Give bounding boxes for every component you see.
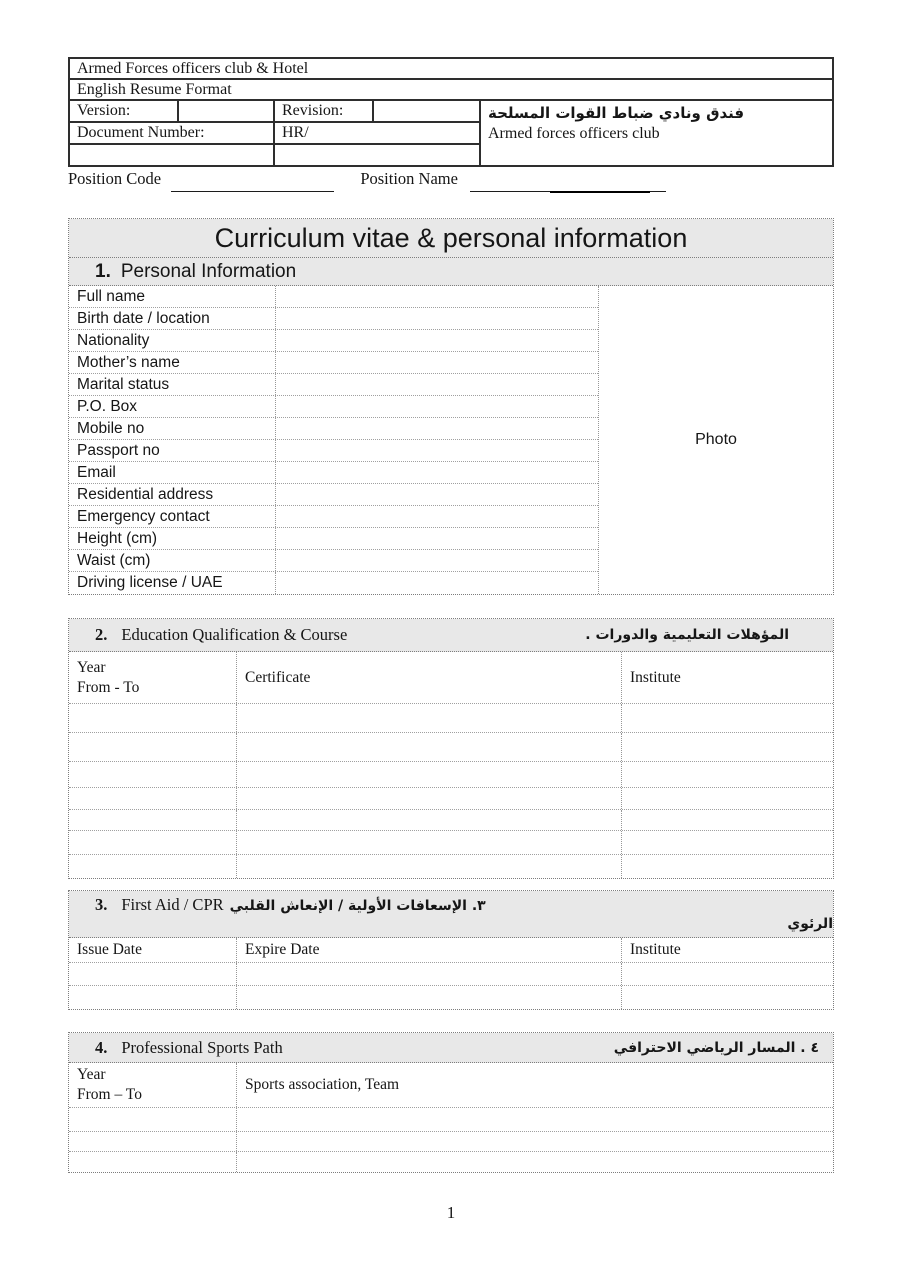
institute-cell[interactable] [622,788,833,809]
field-value-cell[interactable] [276,418,598,439]
field-label-residential-address: Residential address [69,484,276,505]
team-cell[interactable] [237,1152,833,1172]
position-line [68,166,834,192]
field-label-mothers-name: Mother’s name [69,352,276,373]
field-value-cell[interactable] [276,286,598,307]
section-4-number: 4. [95,1037,108,1057]
section-1-number: 1. [95,261,111,282]
field-value-cell[interactable] [276,462,598,483]
column-header-issue-date: Issue Date [69,938,237,962]
field-value-cell[interactable] [276,396,598,417]
section-2-title: 2. Education Qualification & Course [95,625,348,644]
section-1-title: Personal Information [120,261,297,282]
field-label-passport-no: Passport no [69,440,276,461]
field-label-emergency-contact: Emergency contact [69,506,276,527]
year-cell[interactable] [69,733,237,761]
section-4-title-arabic: ٤ . المسار الرياضي الاحترافي [613,1039,819,1056]
field-value-cell[interactable] [276,374,598,395]
expire-date-cell[interactable] [237,963,622,985]
certificate-cell[interactable] [237,704,622,732]
column-header-certificate: Certificate [237,652,622,703]
section-3-number: 3. [95,895,108,914]
year-cell[interactable] [69,1108,237,1131]
cv-title: Curriculum vitae & personal information [69,219,833,258]
expire-date-cell[interactable] [237,986,622,1009]
section-2-number: 2. [95,625,108,644]
header-empty-cell[interactable] [69,144,274,166]
education-row [69,788,833,810]
field-label-birth-date: Birth date / location [69,308,276,329]
position-name-label: Position Name [360,169,458,188]
institute-cell[interactable] [622,704,833,732]
first-aid-table [68,890,834,1010]
section-4-header [69,1033,833,1063]
certificate-cell[interactable] [237,855,622,878]
field-row [69,550,598,572]
column-header-year: Year From - To [69,652,237,703]
column-header-expire-date: Expire Date [237,938,622,962]
year-cell[interactable] [69,1152,237,1172]
column-header-institute: Institute [630,668,681,686]
education-row [69,855,833,878]
field-label-marital-status: Marital status [69,374,276,395]
document-number-label: Document Number: [69,122,274,144]
org-name-cell [480,100,833,166]
field-label-email: Email [69,462,276,483]
org-name-english: Armed forces officers club [488,125,660,142]
cv-table [68,218,834,595]
sports-path-table [68,1032,834,1173]
field-row [69,440,598,462]
first-aid-row [69,963,833,986]
field-row [69,374,598,396]
field-row [69,528,598,550]
document-number-value[interactable]: HR/ [274,122,480,144]
section-4-title: 4. Professional Sports Path [95,1037,283,1057]
institute-cell[interactable] [622,963,833,985]
org-title: Armed Forces officers club & Hotel [69,58,833,79]
field-row [69,396,598,418]
year-cell[interactable] [69,788,237,809]
section-2-header [69,619,833,652]
personal-info-fields [69,286,598,594]
field-row [69,308,598,330]
field-label-nationality: Nationality [69,330,276,351]
field-row [69,330,598,352]
education-header-row [69,652,833,704]
photo-label: Photo [695,431,737,448]
sports-header-row [69,1063,833,1108]
format-title: English Resume Format [69,79,833,100]
document-header-table [68,57,834,167]
field-row [69,484,598,506]
year-cell[interactable] [69,704,237,732]
org-name-arabic: فندق ونادي ضباط القوات المسلحة [488,104,745,122]
education-row [69,762,833,788]
field-row [69,506,598,528]
field-label-height: Height (cm) [69,528,276,549]
field-value-cell[interactable] [276,506,598,527]
year-cell[interactable] [69,855,237,878]
field-label-waist: Waist (cm) [69,550,276,571]
institute-cell[interactable] [622,831,833,854]
team-cell[interactable] [237,1132,833,1151]
year-cell[interactable] [69,1132,237,1151]
section-3-title-arabic-line1: ٣. الإسعافات الأولية / الإنعاش القلبي [229,898,486,914]
year-cell[interactable] [69,762,237,787]
certificate-cell[interactable] [237,762,622,787]
first-aid-header-row [69,938,833,963]
position-name-blank[interactable] [470,172,666,192]
field-row [69,352,598,374]
sports-row [69,1152,833,1172]
certificate-cell[interactable] [237,733,622,761]
institute-cell[interactable] [622,733,833,761]
header-empty-cell[interactable] [274,144,480,166]
institute-cell[interactable] [622,986,833,1009]
field-value-cell[interactable] [276,528,598,549]
section-3-title: 3. First Aid / CPR ٣. الإسعافات الأولية / الإنعاش القلبي [95,895,486,914]
section-2-title-arabic: المؤهلات التعليمية والدورات . [585,627,789,643]
position-code-label: Position Code [68,169,162,188]
underline-segment [550,191,650,193]
issue-date-cell[interactable] [69,986,237,1009]
revision-label: Revision: [274,100,373,122]
position-code-blank[interactable] [171,172,334,192]
column-header-institute: Institute [630,941,681,958]
year-cell[interactable] [69,831,237,854]
field-label-mobile-no: Mobile no [69,418,276,439]
personal-info-body [69,286,833,594]
version-value-cell[interactable] [178,100,274,122]
field-value-cell[interactable] [276,550,598,571]
section-3-title-arabic-line2: الرئوي [787,916,833,932]
field-value-cell[interactable] [276,330,598,351]
field-value-cell[interactable] [276,484,598,505]
photo-placeholder[interactable] [598,286,833,594]
year-cell[interactable] [69,810,237,830]
first-aid-row [69,986,833,1009]
education-row [69,831,833,855]
field-row [69,286,598,308]
certificate-cell[interactable] [237,810,622,830]
institute-cell[interactable] [622,762,833,787]
institute-cell[interactable] [622,810,833,830]
field-label-full-name: Full name [69,286,276,307]
field-row [69,572,598,594]
page-number: 1 [446,1203,456,1222]
version-label: Version: [69,100,178,122]
sports-row [69,1108,833,1132]
column-header-team: Sports association, Team [245,1076,400,1093]
field-value-cell[interactable] [276,352,598,373]
sports-row [69,1132,833,1152]
field-row [69,418,598,440]
education-row [69,704,833,733]
issue-date-cell[interactable] [69,963,237,985]
revision-value-cell[interactable] [373,100,480,122]
field-value-cell[interactable] [276,440,598,461]
field-row [69,462,598,484]
education-row [69,733,833,762]
certificate-cell[interactable] [237,831,622,854]
column-header-year: Year From – To [69,1063,237,1107]
field-value-cell[interactable] [276,572,598,594]
certificate-cell[interactable] [237,788,622,809]
section-1-header [69,258,833,286]
education-table [68,618,834,879]
section-3-header [69,891,833,938]
team-cell[interactable] [237,1108,833,1131]
field-label-driving-license: Driving license / UAE [69,572,276,594]
education-row [69,810,833,831]
field-label-po-box: P.O. Box [69,396,276,417]
field-value-cell[interactable] [276,308,598,329]
institute-cell[interactable] [622,855,833,878]
